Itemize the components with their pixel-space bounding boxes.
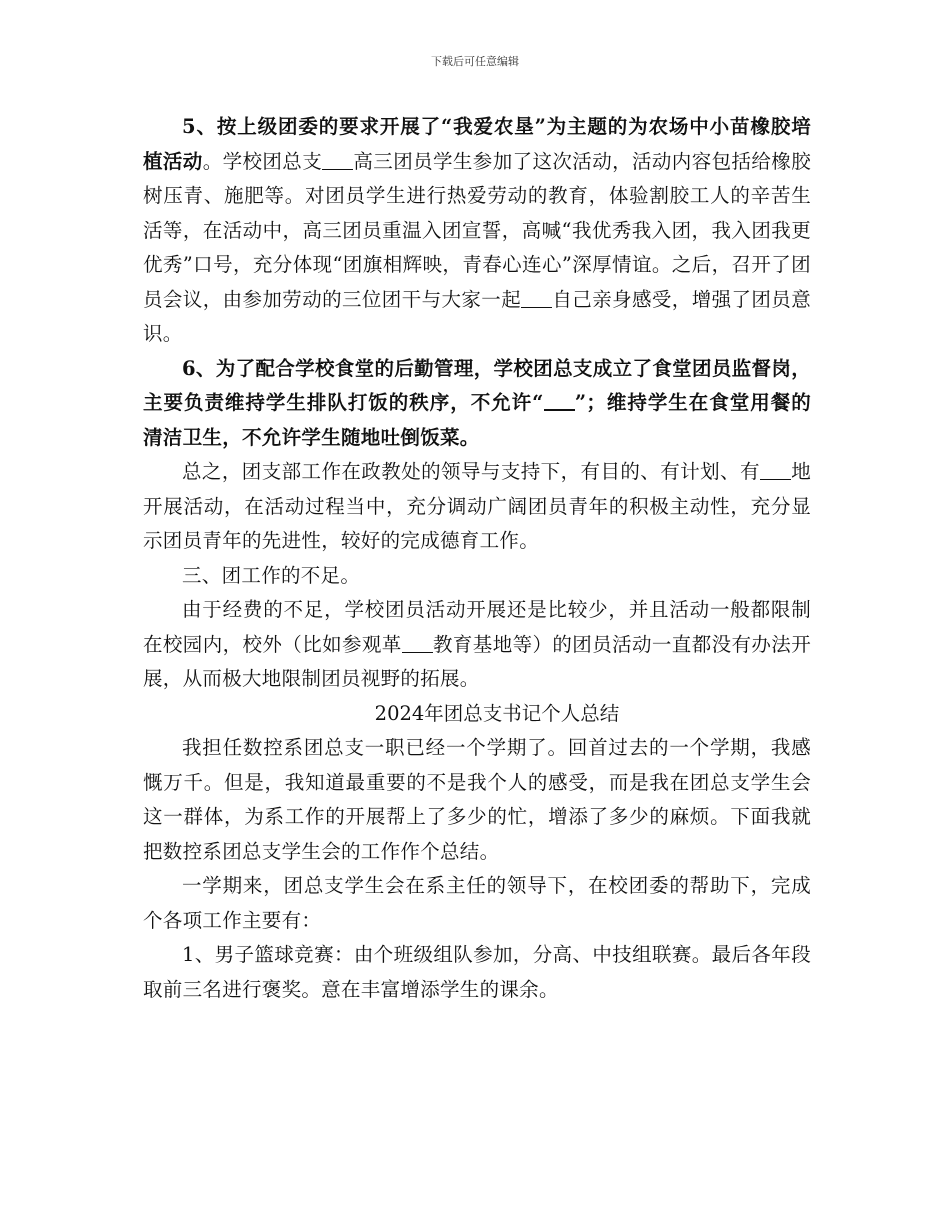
summary-text-b: 地开展活动，在活动过程当中，充分调动广阔团员青年的积极主动性，充分显示团员青年的先进性，较好的完成德育工作。 [143,460,811,552]
document-title: 2024年团总支书记个人总结 [374,701,620,725]
paragraph-intro: 我担任数控系团总支一职已经一个学期了。回首过去的一个学期，我感慨万千。但是，我知道最重要的不是我个人的感受，而是我在团总支学生会这一群体，为系工作的开展帮上了多少的忙，增添了多少的麻烦。下面我就把数控系团总支学生会的工作作个总结。 [143,736,811,863]
summary-text-a: 总之，团支部工作在政教处的领导与支持下，有目的、有计划、有 [182,460,760,483]
shortcomings-text-b: 教育基地等）的团员活动一直都没有办法开展，从而极大地限制团员视野的拓展。 [143,632,811,690]
document-body [143,110,811,1007]
fill-blank [760,460,791,481]
paragraph-item-5 [143,110,811,352]
section-3-heading: 三、团工作的不足。 [182,563,361,587]
paragraph-shortcomings [143,593,811,697]
item-5-text-c: 自己亲身感受，增强了团员意识。 [143,287,811,345]
fill-blank [544,390,575,412]
download-note: 下载后可任意编辑 [431,55,519,68]
shortcomings-text-a: 由于经费的不足，学校团员活动开展还是比较少，并且活动一般都限制在校园内，校外（比如参观革 [143,598,811,656]
item-5-bold-intro: 5、按上级团委的要求开展了“我爱农垦”为主题的为农场中小苗橡胶培植活动 [143,115,811,173]
item-5-text-b: 高三团员学生参加了这次活动，活动内容包括给橡胶树压青、施肥等。对团员学生进行热爱劳动的教育，体验割胶工人的辛苦生活等，在活动中，高三团员重温入团宣誓，高喊“我优秀我入团，我入团我更优秀”口号，充分体现“团旗相辉映，青春心连心”深厚情谊。之后，召开了团员会议，由参加劳动的三位团干与大家一起 [143,149,811,311]
item-6-text-a: 6、为了配合学校食堂的后勤管理，学校团总支成立了食堂团员监督岗，主要负责维持学生排队打饭的秩序，不允许“ [143,356,811,414]
item-6-text-b: ”；维持学生在食堂用餐的清洁卫生，不允许学生随地吐倒饭菜。 [143,391,811,449]
paragraph-summary [143,455,811,559]
fill-blank [402,632,433,653]
item-5-text-a: 。学校团总支 [202,149,323,173]
paragraph-overview: 一学期来，团总支学生会在系主任的领导下，在校团委的帮助下，完成个各项工作主要有： [143,874,811,932]
paragraph-basketball: 1、男子篮球竞赛：由个班级组队参加，分高、中技组联赛。最后各年段取前三名进行褒奖。意在丰富增添学生的课余。 [143,943,811,1001]
paragraph-item-6 [143,352,811,456]
fill-blank [521,287,552,308]
fill-blank [322,149,353,170]
